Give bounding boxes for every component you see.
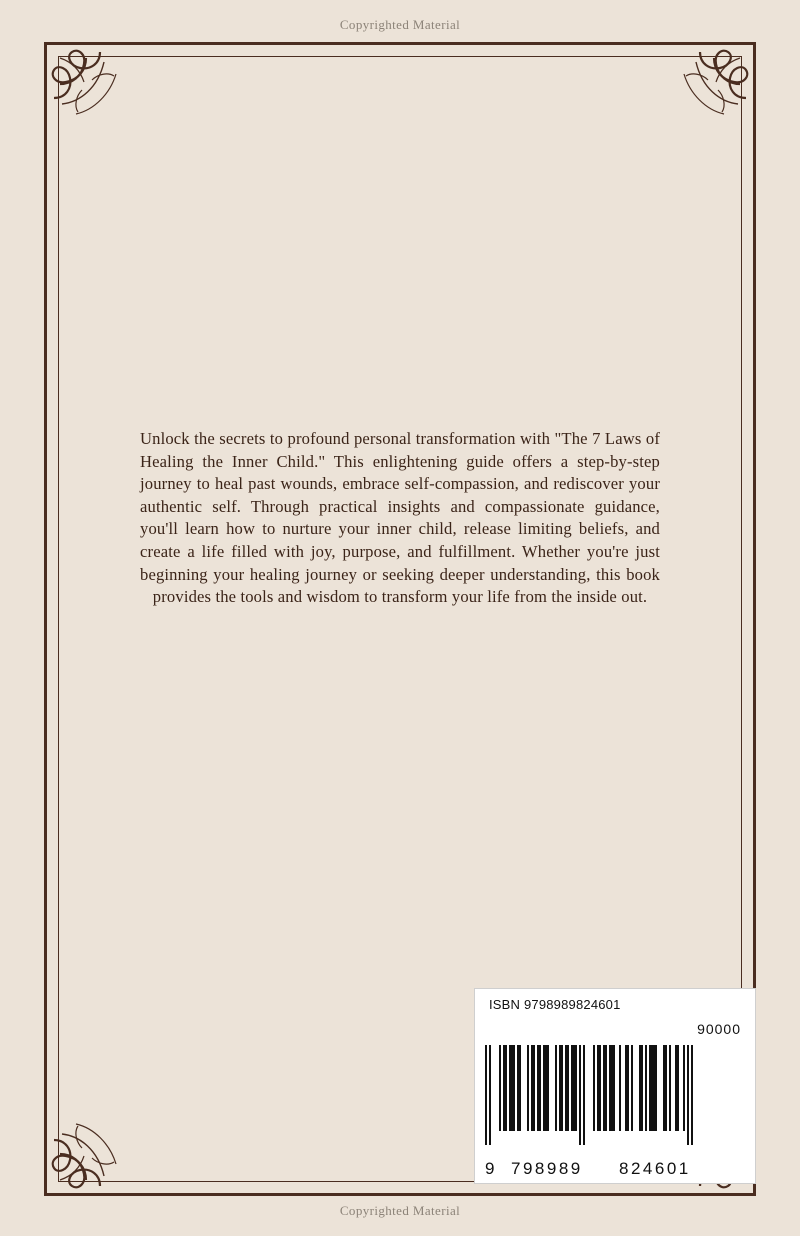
barcode-block [474,988,756,1184]
barcode-digit-group-2: 824601 [619,1159,691,1178]
watermark-bottom: Copyrighted Material [339,1203,461,1218]
corner-flourish-bottom-left-icon [46,1074,166,1194]
price-addon-label: 90000 [697,1021,741,1037]
corner-flourish-top-left-icon [46,44,166,164]
watermark-top: Copyrighted Material [339,17,461,32]
back-cover-blurb: Unlock the secrets to profound personal transformation with "The 7 Laws of Healing the Inner Child." This enlightening guide offers a step-by-step journey to heal past wounds, embrace self-compassion, and rediscover your authentic self. Through practical insights and compassionate guidance, you'll learn how to nurture your inner child, release limiting beliefs, and create a life filled with joy, purpose, and fulfillment. Whether you're just beginning your healing journey or seeking deeper understanding, this book provides the tools and wisdom to transform your life from the inside out. [140,429,660,607]
barcode-bars [485,1045,747,1145]
barcode-digits [483,1155,747,1179]
corner-flourish-top-right-icon [634,44,754,164]
isbn-label: ISBN 9798989824601 [489,997,621,1012]
barcode-digit-lead: 9 [485,1159,497,1178]
barcode-digit-group-1: 798989 [511,1159,583,1178]
